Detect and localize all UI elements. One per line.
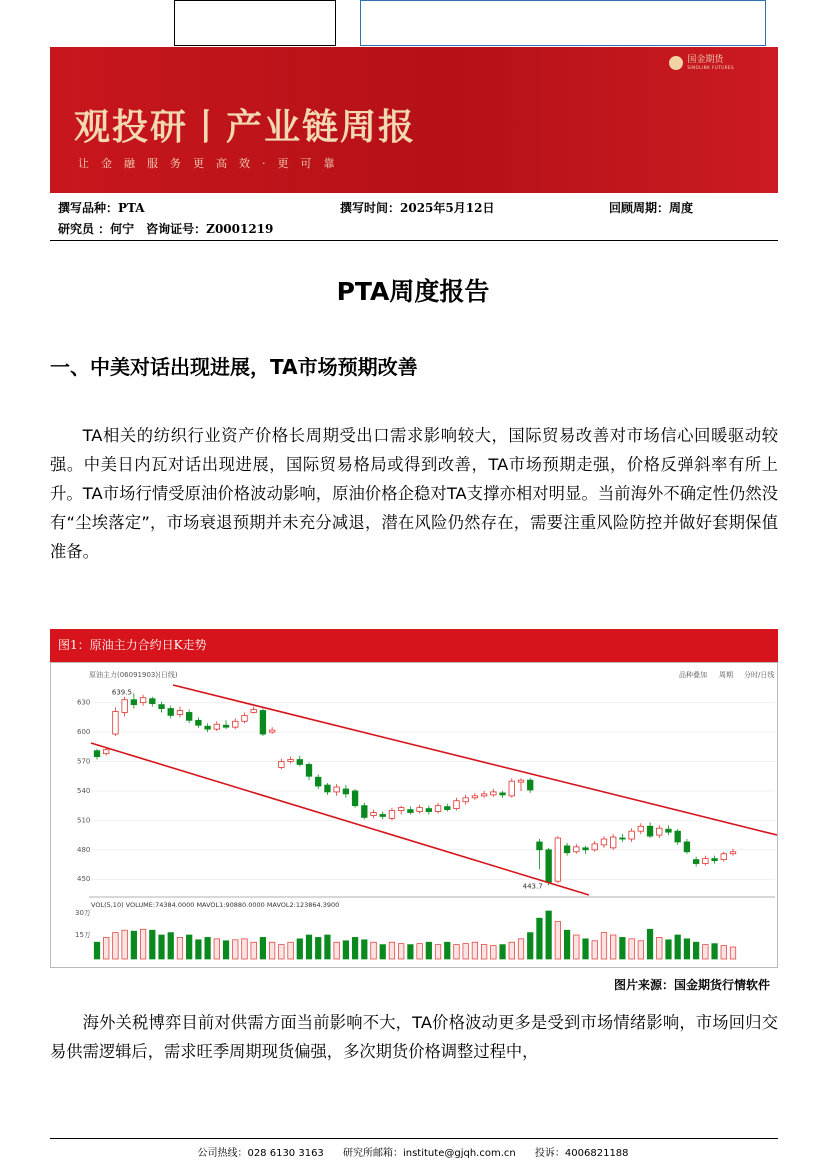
paragraph-2: 海外关税博弈目前对供需方面当前影响不大，TA价格波动更多是受到市场情绪影响，市场回归交易供需逻辑后，需求旺季周期现货偏强，多次期货价格调整过程中， [50, 1013, 778, 1061]
volume-bar [592, 941, 598, 959]
candlestick [601, 836, 607, 848]
chart-header-period[interactable]: 品种叠加 [679, 671, 707, 679]
volume-bar [352, 937, 358, 959]
candlestick [269, 727, 275, 734]
volume-bar [315, 937, 321, 959]
candlestick [113, 708, 119, 736]
header-box-left [174, 0, 336, 46]
volume-bar [196, 940, 202, 959]
volume-header: VOL(5,10) VOLUME:74384.0000 MAVOL1:90880.0000 MAVOL2:123864.3900 [91, 901, 340, 909]
candlestick [186, 710, 192, 724]
candlestick [371, 810, 377, 819]
candlestick [214, 721, 220, 731]
meta-variety: 撰写品种：PTA [58, 201, 145, 215]
logo-icon [669, 56, 683, 70]
candlestick [693, 857, 699, 867]
volume-bar [546, 911, 552, 959]
candlestick [463, 795, 469, 805]
candlestick [666, 825, 672, 835]
candlestick [205, 723, 211, 732]
volume-bar [334, 942, 340, 959]
volume-bar [601, 933, 607, 959]
min-price-label: 443.7 [522, 882, 543, 891]
footer-divider [50, 1138, 778, 1139]
footer [0, 1144, 826, 1159]
volume-bar [398, 944, 404, 959]
volume-bar [444, 942, 450, 959]
candlestick [150, 697, 156, 707]
volume-bar [721, 946, 727, 959]
candlestick [380, 812, 386, 820]
volume-bar [297, 939, 303, 959]
volume-bar [150, 930, 156, 959]
candlestick [408, 807, 414, 815]
candlestick [583, 846, 589, 854]
candlestick [352, 789, 358, 808]
candlestick [620, 834, 626, 842]
candlestick [481, 791, 487, 798]
meta-date: 撰写时间：2025年5月12日 [340, 201, 495, 215]
meta-period: 回顾周期：周度 [609, 201, 694, 215]
candlestick [500, 791, 506, 798]
volume-bar [500, 945, 506, 959]
candlestick [712, 856, 718, 864]
document-title: PTA周度报告 [336, 277, 490, 306]
candlestick [94, 749, 100, 760]
candlestick [703, 856, 709, 866]
volume-bar [380, 945, 386, 959]
volume-bar [684, 939, 690, 959]
candlestick [177, 707, 183, 718]
candlestick [721, 852, 727, 862]
volume-bar [463, 944, 469, 959]
candlestick [242, 712, 248, 723]
upper-trend-line [173, 685, 777, 835]
volume-bar [389, 942, 395, 959]
volume-bar [583, 939, 589, 959]
candlestick [334, 784, 340, 796]
y-tick-label: 570 [77, 757, 91, 766]
candlestick [417, 805, 423, 814]
candlestick [518, 778, 524, 791]
candlestick [454, 798, 460, 811]
y-tick-label: 450 [77, 875, 91, 884]
candlestick [251, 707, 257, 714]
report-banner [50, 47, 778, 193]
volume-bar [177, 937, 183, 959]
max-price-label: 639.5 [111, 688, 132, 697]
footer-email[interactable]: 研究所邮箱：institute@gjqh.com.cn [342, 1148, 516, 1159]
volume-bar [362, 940, 368, 959]
volume-bar [288, 942, 294, 959]
volume-bar [279, 945, 285, 959]
candlestick [555, 836, 561, 883]
y-tick-label: 540 [77, 786, 91, 795]
meta-divider [50, 240, 778, 241]
volume-bar [269, 942, 275, 959]
candlestick [196, 717, 202, 728]
volume-bar [371, 942, 377, 959]
y-tick-label: 630 [77, 698, 91, 707]
volume-bar [481, 945, 487, 959]
volume-bar [693, 942, 699, 959]
volume-bar [509, 942, 515, 959]
candlestick [232, 718, 238, 729]
volume-bar [518, 939, 524, 959]
banner-title: 观投研丨产业链周报 [74, 107, 417, 148]
volume-bar [675, 935, 681, 959]
volume-bar [205, 937, 211, 959]
volume-bar [408, 945, 414, 959]
chart-header-cycle[interactable]: 周期 [719, 671, 733, 679]
vol-tick-30: 30万 [75, 909, 91, 917]
volume-bar [325, 935, 331, 959]
volume-bar [564, 930, 570, 959]
volume-bar [186, 935, 192, 959]
volume-bar [656, 937, 662, 959]
candlestick [509, 778, 515, 798]
candlestick [297, 756, 303, 767]
candlestick [537, 839, 543, 869]
y-tick-label: 480 [77, 845, 91, 854]
candlestick [592, 841, 598, 852]
figure-source: 图片来源：国金期货行情软件 [613, 978, 770, 992]
volume-bar [454, 945, 460, 959]
volume-bar [527, 933, 533, 959]
candlestick [656, 825, 662, 838]
logo-cn: 国金期货 [687, 55, 724, 65]
candlestick [426, 806, 432, 815]
candlestick [472, 793, 478, 800]
volume-bar [306, 935, 312, 959]
y-tick-label: 600 [77, 728, 91, 737]
volume-bar [223, 941, 229, 959]
volume-bar [131, 931, 137, 959]
volume-bar [537, 918, 543, 959]
candlestick [168, 706, 174, 719]
kline-chart [50, 662, 778, 968]
candlestick [140, 695, 146, 706]
candlestick [564, 843, 570, 856]
footer-hotline: 公司热线：028 6130 3163 [197, 1148, 324, 1159]
volume-bar [666, 940, 672, 959]
vol-tick-15: 15万 [75, 931, 91, 939]
banner-slogan: 让金融服务更高效·更可靠 [78, 157, 347, 170]
figure-caption: 图1：原油主力合约日K走势 [50, 629, 778, 662]
volume-bar [260, 937, 266, 959]
y-tick-label: 510 [77, 816, 91, 825]
candlestick [546, 848, 552, 886]
volume-bar [472, 942, 478, 959]
candlestick [638, 823, 644, 834]
candlestick [260, 709, 266, 736]
candlestick [362, 803, 368, 820]
volume-bar [574, 935, 580, 959]
candlestick [325, 783, 331, 795]
volume-bar [159, 935, 165, 959]
volume-bar [140, 929, 146, 959]
candlestick [574, 844, 580, 854]
candlestick [131, 693, 137, 708]
volume-bar [251, 942, 257, 959]
volume-bar [712, 944, 718, 959]
candlestick [647, 822, 653, 838]
candlestick [444, 804, 450, 812]
kline-chart-svg [51, 663, 777, 967]
volume-bar [730, 947, 736, 959]
volume-bar [343, 941, 349, 959]
volume-bar [113, 933, 119, 959]
volume-bar [629, 939, 635, 959]
candlestick [629, 828, 635, 842]
candlestick [343, 785, 349, 798]
candlestick [279, 759, 285, 770]
candlestick [223, 720, 229, 729]
paragraph-1: TA相关的纺织行业资产价格长周期受出口需求影响较大，国际贸易改善对市场信心回暖驱动较强。中美日内瓦对话出现进展，国际贸易格局或得到改善，TA市场预期走强，价格反弹斜率有所上升。TA市场行情受原油价格波动影响，原油价格企稳对TA支撑亦相对明显。当前海外不确定性仍然没有“尘埃落定”，市场衰退预期并未充分减退，潜在风险仍然存在，需要注重风险防控并做好套期保值准备。 [50, 426, 778, 561]
candlestick [159, 702, 165, 713]
candlestick [675, 829, 681, 845]
candlestick [491, 789, 497, 797]
section-heading: 一、中美对话出现进展，TA市场预期改善 [50, 355, 418, 379]
volume-bar [491, 946, 497, 959]
candlestick [684, 839, 690, 854]
lower-trend-line [91, 743, 589, 895]
volume-bar [638, 941, 644, 959]
volume-bar [242, 939, 248, 959]
header-box-right [360, 0, 766, 46]
logo-en: SINOLINK FUTURES [687, 65, 734, 70]
volume-bar [122, 930, 128, 959]
volume-bar [232, 940, 238, 959]
volume-bar [103, 937, 109, 959]
candlestick [435, 803, 441, 814]
candlestick [398, 806, 404, 815]
meta-researcher: 研究员 ：何宁 咨询证号：Z0001219 [58, 222, 274, 236]
candlestick [306, 762, 312, 780]
volume-bar [214, 939, 220, 959]
candlestick [389, 808, 395, 821]
candlestick [122, 697, 128, 717]
volume-bar [703, 945, 709, 959]
company-logo [669, 55, 734, 70]
volume-bar [620, 937, 626, 959]
candlestick [288, 757, 294, 764]
volume-bar [168, 933, 174, 959]
volume-bar [647, 929, 653, 959]
volume-bar [417, 944, 423, 959]
volume-bar [435, 945, 441, 959]
chart-header-mode[interactable]: 分时/日线 [744, 671, 775, 679]
chart-header-left: 原油主力(06091903)(日线) [89, 671, 178, 679]
volume-bar [426, 942, 432, 959]
volume-bar [94, 942, 100, 959]
volume-bar [555, 922, 561, 959]
candlestick [315, 774, 321, 789]
volume-bar [610, 935, 616, 959]
footer-complaint: 投诉：4006821188 [534, 1148, 629, 1159]
candlestick [610, 834, 616, 850]
